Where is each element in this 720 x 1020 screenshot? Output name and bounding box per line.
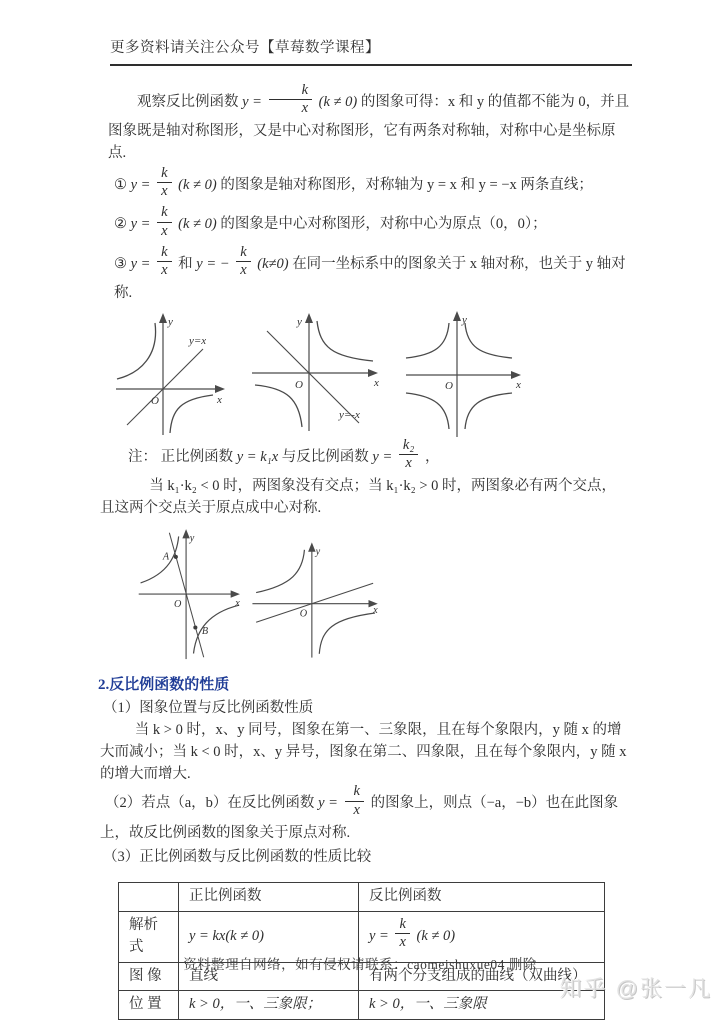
fraction-k-over-x: $\frac{k}{x}$ xyxy=(157,205,171,238)
zhihu-watermark: 知乎 @张一凡 xyxy=(559,976,712,1001)
row-label-graph: 图 像 xyxy=(119,962,179,991)
row-label-position: 位 置 xyxy=(119,991,179,1020)
x-axis-label: x xyxy=(217,394,222,406)
item-formula-lhs: y = xyxy=(130,255,151,272)
item-text: 的图象是轴对称图形，对称轴为 y = x 和 y = −x 两条直线； xyxy=(220,176,593,193)
table-row-position xyxy=(119,991,605,1020)
note-line1 xyxy=(128,439,630,476)
intro-paragraph xyxy=(108,84,630,165)
hyperbola-figures-row1 xyxy=(113,311,525,439)
item-formula-lhs: y = xyxy=(130,216,151,233)
graph-hyperbola-line-no-intersection xyxy=(245,536,382,664)
y-axis-label: y xyxy=(189,533,195,545)
item-marker: ② xyxy=(114,216,127,233)
note-label: 注： xyxy=(128,449,157,466)
fraction-k-over-x: $\frac{k}{x}$ xyxy=(157,166,171,199)
intro-formula-lhs: y = xyxy=(242,94,262,111)
origin-label: O xyxy=(294,379,303,391)
note-formula-lhs: y = xyxy=(372,449,393,466)
intersection-point-a-label: A xyxy=(162,551,170,563)
subsection-2-post: 的图象上，则点（−a，−b）也在此图象上，故反比例函数的图象关于原点对称. xyxy=(100,795,619,841)
hyperbola-figures-row2 xyxy=(135,524,382,666)
note-pre1: 正比例函数 xyxy=(160,449,234,466)
cell-direct-graph: 直线 xyxy=(179,962,359,991)
x-axis-label: x xyxy=(235,598,240,610)
origin-label: O xyxy=(445,380,453,392)
subsection-2-formula-lhs: y = xyxy=(318,795,338,812)
x-axis-label: x xyxy=(373,377,379,389)
y-axis-label: y xyxy=(315,546,320,558)
inverse-formula-lhs: y = xyxy=(369,928,389,945)
cell-direct-position: k > 0，一、三象限； xyxy=(179,991,359,1020)
row-label-expression: 解析式 xyxy=(119,912,179,963)
graph-two-hyperbolas-four-branches xyxy=(400,311,525,439)
subsection-1-heading: （1）图象位置与反比例函数性质 xyxy=(103,700,314,717)
fraction-k-over-x: $\frac{k}{x}$ xyxy=(157,245,171,278)
fraction-k-over-x: $\frac{k}{x}$ xyxy=(236,245,250,278)
inverse-formula-condition: (k ≠ 0) xyxy=(416,928,456,945)
page-header-promo xyxy=(110,38,632,66)
line-label-y-equals-minus-x: y=-x xyxy=(338,409,360,421)
y-axis-label: y xyxy=(462,314,467,326)
comparison-table xyxy=(118,882,605,1020)
cell-inverse-graph: 有两个分支组成的曲线（双曲线） xyxy=(359,962,605,991)
subsection-2-paragraph xyxy=(100,785,630,844)
origin-label: O xyxy=(151,395,159,407)
item-condition: (k≠0) xyxy=(257,255,289,272)
table-corner-cell xyxy=(119,883,179,912)
item-connector: 和 xyxy=(178,255,193,272)
line-label-y-equals-x: y=x xyxy=(189,335,207,347)
fraction-k-over-x: $\frac{k}{x}$ xyxy=(345,784,364,817)
graph-hyperbola-line-two-intersections xyxy=(135,524,245,666)
property-list xyxy=(114,164,630,305)
item-text: 的图象是中心对称图形，对称中心为原点（0，0）； xyxy=(220,216,547,233)
x-axis-label: x xyxy=(372,604,378,616)
origin-label: O xyxy=(174,599,182,611)
item-marker: ① xyxy=(114,176,127,193)
subsection-2-pre: （2）若点（a，b）在反比例函数 xyxy=(105,795,315,812)
column-header-inverse: 反比例函数 xyxy=(359,883,605,912)
note-tail: ， xyxy=(424,449,440,466)
item-formula-lhs: y = xyxy=(130,176,151,193)
subsection-3-heading: （3）正比例函数与反比例函数的性质比较 xyxy=(103,848,372,865)
item-marker: ③ xyxy=(114,255,127,272)
intro-tail: 的图象可得：x 和 y 的值都不能为 0，并且图象既是轴对称图形，又是中心对称图形，它有两条对称轴，对称中心是坐标原点. xyxy=(108,94,630,162)
item-text: 在同一坐标系中的图象关于 x 轴对称，也关于 y 轴对称. xyxy=(114,255,626,302)
cell-inverse-position: k > 0，一、三象限 xyxy=(359,991,605,1020)
document-body xyxy=(100,84,630,1020)
x-axis-label: x xyxy=(516,379,521,391)
promo-text: 更多资料请关注公众号【草莓数学课程】 xyxy=(110,40,380,56)
fraction-k-over-x: $\frac{k}{x}$ xyxy=(395,917,409,950)
graph-hyperbola-with-line-y-equals-minus-x xyxy=(247,311,382,433)
note-formula-linear: y = k₁x xyxy=(236,449,279,466)
graph-hyperbola-with-line-y-equals-x xyxy=(113,311,228,439)
column-header-direct: 正比例函数 xyxy=(179,883,359,912)
intro-condition: (k ≠ 0) xyxy=(318,94,358,111)
fraction-k-over-x: $\frac{k}{x}$ xyxy=(269,83,312,116)
item-condition: (k ≠ 0) xyxy=(178,216,217,233)
fraction-k2-over-x: $\frac{\text{k₂}}{x}$ xyxy=(399,438,418,471)
section-title-properties: 2.反比例函数的性质 xyxy=(98,676,230,693)
origin-label: O xyxy=(299,608,307,620)
list-item xyxy=(114,206,630,243)
table-header-row xyxy=(119,883,605,912)
cell-direct-expression: y = kx(k ≠ 0) xyxy=(179,912,359,963)
note-pre2: 与反比例函数 xyxy=(281,449,369,466)
footer-disclaimer: 资料整理自网络，如有侵权请联系：caomeishuxue04 删除 xyxy=(183,957,537,972)
note-body: 当 k₁·k₂ < 0 时，两图象没有交点；当 k₁·k₂ > 0 时，两图象必有两个交点，且这两个交点关于原点成中心对称. xyxy=(100,478,617,517)
y-axis-label: y xyxy=(168,316,173,328)
intro-lead: 观察反比例函数 xyxy=(137,94,239,111)
list-item xyxy=(114,164,630,204)
y-axis-label: y xyxy=(296,316,302,328)
subsection-1-body: 当 k > 0 时，x、y 同号，图象在第一、三象限，且在每个象限内，y 随 x 的增大而减小；当 k < 0 时，x、y 异号，图象在第二、四象限，且在每个象限内，y 随 x 的增大而增大. xyxy=(100,722,627,782)
intersection-point-b-label: B xyxy=(201,625,209,637)
item-condition: (k ≠ 0) xyxy=(178,176,217,193)
list-item xyxy=(114,243,630,305)
item-formula-lhs2: y = − xyxy=(196,255,230,272)
